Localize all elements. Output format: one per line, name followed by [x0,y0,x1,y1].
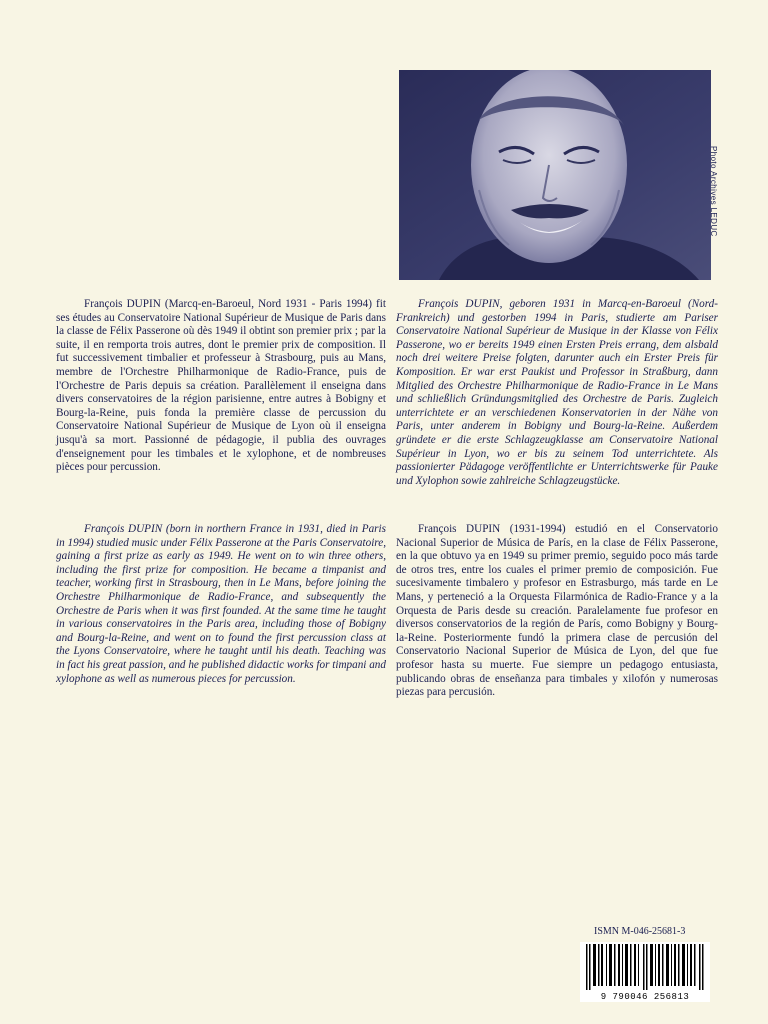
portrait-photo [399,70,711,280]
barcode-bars [586,944,704,990]
ismn-number: ISMN M-046-25681-3 [594,926,686,937]
portrait-illustration [399,70,711,280]
biography-spanish: François DUPIN (1931-1994) estudió en el Conservatorio Nacional Superior de Música de París, en la clase de Félix Passerone, en la que obtuvo ya en 1949 su primer premio, seguido poco más tarde de otros tres, entre los cuales el primer premio de composición. Fue sucesivamente timbalero y profesor en Estrasburgo, más tarde en Le Mans, y perteneció a la Orquesta Filarmónica de Radio-France y a la Orquesta de Paris desde su creación. Paralelamente fue profesor en diversos conservatorios de la región de París, como Bobigny y Bourg-la-Reine. Posteriormente fundó la primera clase de percusión del Conservatorio Nacional Superior de Música de Lyon, del que fue profesor hasta su muerte. Fue siempre un pedagogo entusiasta, publicando obras de enseñanza para timbales y xilofón y numerosas piezas para percusión. [396,523,718,699]
barcode [580,942,710,1002]
photo-credit: Photo Archives LEDUC [709,146,718,237]
biography-german: François DUPIN, geboren 1931 in Marcq-en-Baroeul (Nord-Frankreich) und gestorben 1994 in Paris, studierte am Pariser Conservatoire National Supérieur de Musique in der Klasse von Félix Passerone, wo er bereits 1949 einen Ersten Preis errang, dem alsbald noch drei weitere Preise folgten, darunter auch ein Erster Preis für Komposition. Er war erst Paukist und Professor in Straßburg, dann Mitglied des Orchestre Philharmonique de Radio-France in Le Mans und schließlich Gründungsmitglied des Orchestre de Paris. Zugleich unterrichtete er an verschiedenen Konservatorien in der Nähe von Paris, unter anderem in Bobigny und Bourg-la-Reine. Außerdem gründete er die erste Schlagzeugklasse am Conservatoire National Supérieur in Lyon, wo er bis zu seinem Tod unterrichtete. Als passionierter Pädagoge veröffentlichte er Unterrichtswerke für Pauke und Xylophon sowie zahlreiche Schlagzeugstücke. [396,298,718,487]
barcode-digits: 9 790046 256813 [600,992,690,1002]
biography-french: François DUPIN (Marcq-en-Baroeul, Nord 1931 - Paris 1994) fit ses études au Conservatoire National Supérieur de Musique de Paris dans la classe de Félix Passerone où dès 1949 il obtint son premier prix ; par la suite, il en remporta trois autres, dont le premier prix de composition. Il fut successivement timbalier et professeur à Strasbourg, puis au Mans, membre de l'Orchestre Philharmonique de Radio-France, puis de l'Orchestre de Paris depuis sa création. Parallèlement il enseigna dans divers conservatoires de la région parisienne, entre autres à Bobigny et Bourg-la-Reine, puis fonda la première classe de percussion du Conservatoire National Supérieur de Musique de Lyon où il enseigna jusqu'à sa mort. Passionné de pédagogie, il publia des ouvrages d'enseignement pour les timbales et le xylophone, et de nombreuses pièces pour percussion. [56,298,386,474]
biography-english: François DUPIN (born in northern France in 1931, died in Paris in 1994) studied music under Félix Passerone at the Paris Conservatoire, gaining a first prize as early as 1949. He went on to win three others, including the first prize for composition. He became a timpanist and teacher, working first in Strasbourg, then in Le Mans, before joining the Orchestre Philharmonique de Radio-France, and subsequently the Orchestre de Paris when it was first founded. At the same time he taught in various conservatoires in the Paris area, including those of Bobigny and Bourg-la-Reine, and went on to found the first percussion class at the Lyons Conservatoire, where he taught until his death. Teaching was in fact his great passion, and he published didactic works for timpani and xylophone as well as numerous pieces for percussion. [56,523,386,685]
